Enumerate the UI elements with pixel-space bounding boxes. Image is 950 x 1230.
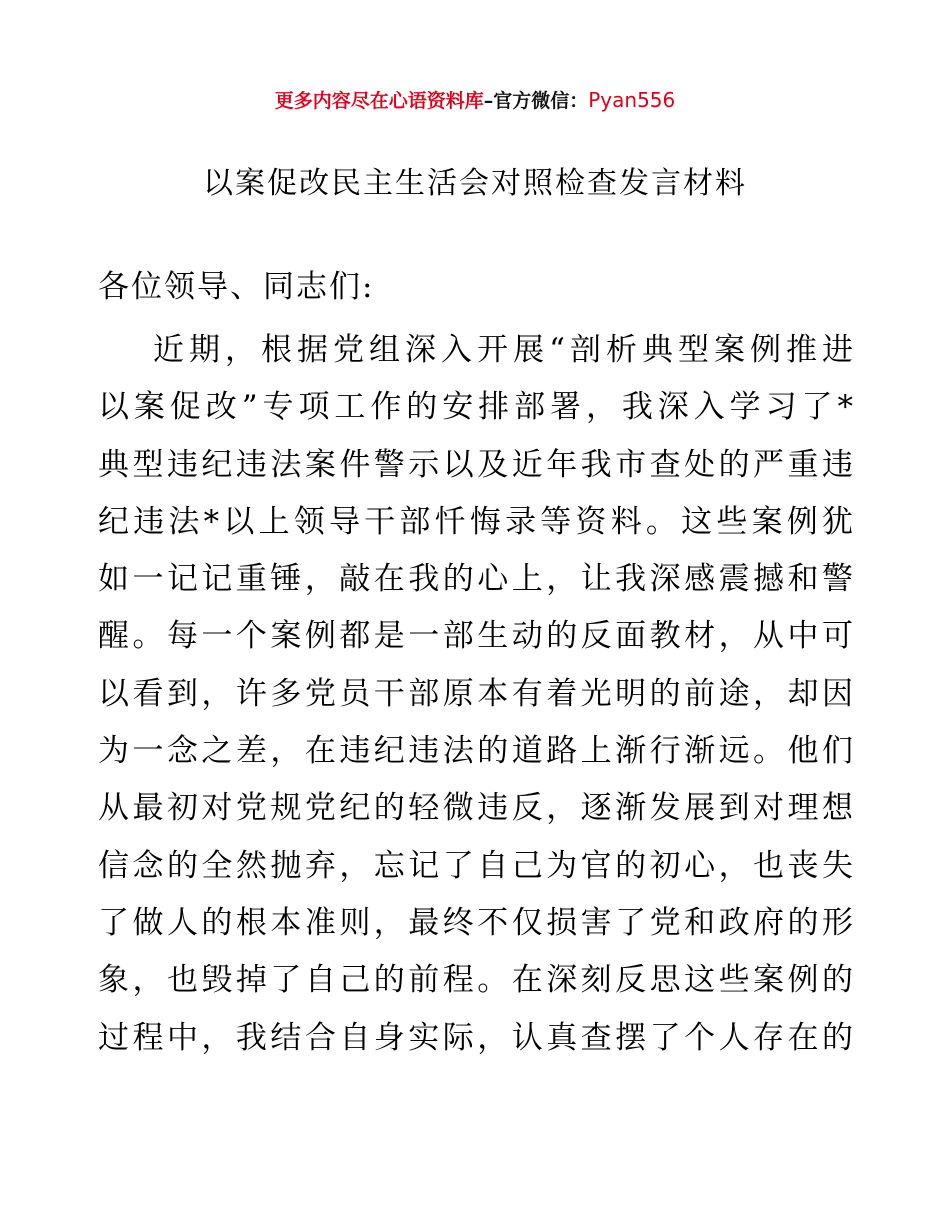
greeting: 各位领导、同志们: — [98, 269, 375, 305]
body-line: 象，也毁掉了自己的前程。在深刻反思这些案例的 — [98, 962, 853, 999]
body-line: 近期，根据党组深入开展“剖析典型案例推进 — [153, 332, 853, 368]
body-line: 纪违法*以上领导干部忏悔录等资料。这些案例犹 — [98, 503, 853, 540]
header-source-text: 更多内容尽在心语资料库 — [274, 90, 484, 112]
body-line: 了做人的根本准则，最终不仅损害了党和政府的形 — [98, 904, 853, 941]
body-line: 以看到，许多党员干部原本有着光明的前途，却因 — [98, 675, 853, 712]
body-text — [98, 322, 858, 1067]
body-line: 典型违纪违法案件警示以及近年我市查处的严重违 — [98, 446, 853, 483]
body-line: 如一记记重锤，敲在我的心上，让我深感震撼和警 — [98, 561, 853, 598]
header-wechat-id: Pyan556 — [588, 88, 676, 112]
body-line: 信念的全然抛弃，忘记了自己为官的初心，也丧失 — [98, 847, 853, 884]
body-line: 醒。每一个案例都是一部生动的反面教材，从中可 — [98, 618, 853, 655]
header-note — [0, 86, 950, 115]
body-line: 以案促改”专项工作的安排部署，我深入学习了* — [98, 389, 853, 426]
document-title: 以案促改民主生活会对照检查发言材料 — [203, 166, 747, 201]
body-line: 过程中，我结合自身实际，认真查摆了个人存在的 — [98, 1019, 853, 1056]
body-line: 为一念之差，在违纪违法的道路上渐行渐远。他们 — [98, 733, 853, 770]
header-wechat-label: –官方微信： — [483, 90, 589, 112]
body-line: 从最初对党规党纪的轻微违反，逐渐发展到对理想 — [98, 790, 853, 827]
